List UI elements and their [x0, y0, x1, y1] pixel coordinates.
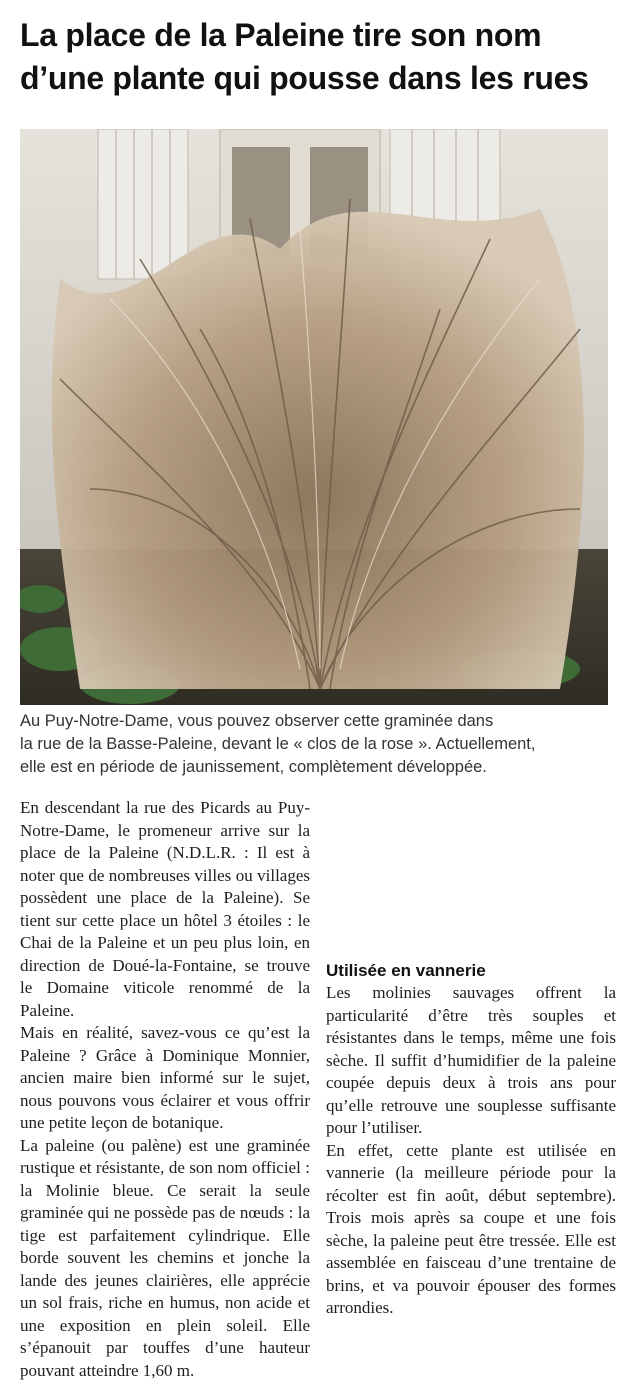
paragraph-1: En descendant la rue des Picards au Puy-Notre-Dame, le promeneur arrive sur la place de la Paleine (N.D.L.R. : Il est à noter que de nombreuses villes ou villages possèdent une place de la Paleine). Se tient sur cette place un hôtel 3 étoiles : le Chai de la Paleine et un peu plus loin, en direction de Doué-la-Fontaine, se trouve le Domaine viticole renommé de la Paleine.	[20, 798, 310, 1020]
headline-line-2: d’une plante qui pousse dans les rues	[20, 60, 589, 96]
paragraph-2: Mais en réalité, savez-vous ce qu’est la Paleine ? Grâce à Dominique Monnier, ancien maire bien informé sur le sujet, nous pouvons vous éclairer et vous offrir une petite leçon de botanique.	[20, 1023, 310, 1132]
headline-line-1: La place de la Paleine tire son nom	[20, 17, 542, 53]
caption-line-3: elle est en période de jaunissement, complètement développée.	[20, 758, 487, 776]
article-photo	[20, 129, 608, 705]
section-subhead: Utilisée en vannerie	[326, 961, 486, 980]
photo-caption	[20, 710, 620, 779]
paragraph-4: Les molinies sauvages offrent la particularité d’être très souples et résistantes dans le temps, même une fois sèche. Il suffit d’humidifier de la paleine coupée depuis deux à trois ans pour qu’elle retrouve une souplesse suffisante pour l’utiliser.	[326, 983, 616, 1137]
caption-line-1: Au Puy-Notre-Dame, vous pouvez observer cette graminée dans	[20, 712, 494, 730]
article-column-left	[20, 797, 310, 1382]
caption-line-2: la rue de la Basse-Paleine, devant le « clos de la rose ». Actuellement,	[20, 735, 536, 753]
paragraph-3: La paleine (ou palène) est une graminée rustique et résistante, de son nom officiel : la Molinie bleue. Ce serait la seule graminée qui ne possède pas de nœuds : la tige est parfaitement cylindrique. Elle borde souvent les chemins et jonche la lande des jeunes clairières, elle apprécie un sol frais, riche en humus, non acide et une exposition en plein soleil. Elle s’épanouit par touffes d’une hauteur pouvant atteindre 1,60 m.	[20, 1135, 310, 1380]
paragraph-5: En effet, cette plante est utilisée en vannerie (la meilleure période pour la récolter est fin août, début septembre). Trois mois après sa coupe et une fois sèche, la paleine peut être tressée. Elle est assemblée en faisceau d’une trentaine de brins, et va pouvoir épouser des formes arrondies.	[326, 1140, 616, 1317]
grass-tuft-illustration	[20, 129, 608, 705]
headline	[20, 14, 630, 100]
article-column-right	[326, 961, 616, 1320]
